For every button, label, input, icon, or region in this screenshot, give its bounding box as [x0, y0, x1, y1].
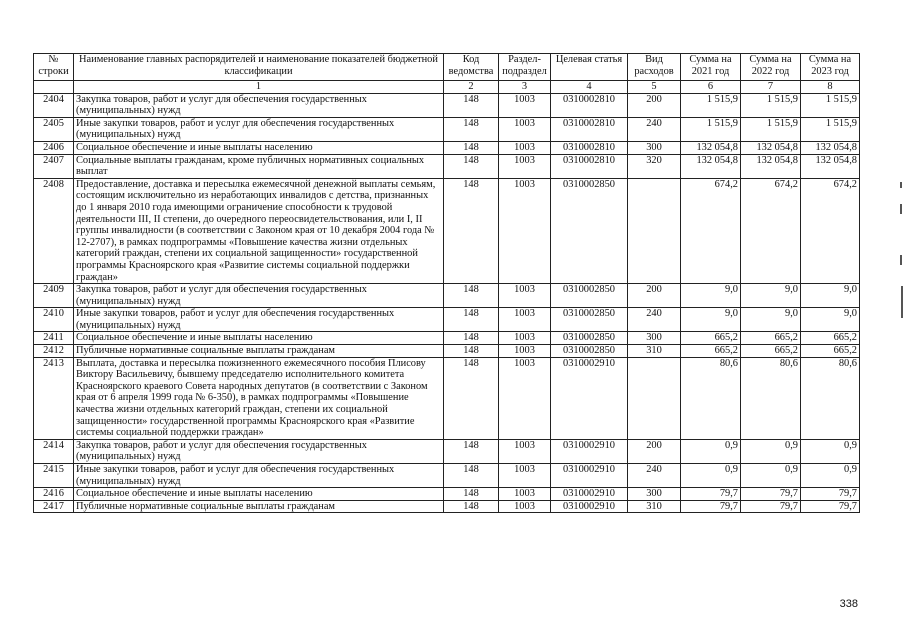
row-name: Иные закупки товаров, работ и услуг для обеспечения государственных (муниципальных) нужд	[74, 308, 444, 332]
column-number: 1	[74, 81, 444, 94]
row-sum-2022: 79,7	[741, 488, 801, 501]
row-name: Социальное обеспечение и иные выплаты населению	[74, 488, 444, 501]
row-target: 0310002910	[551, 357, 628, 439]
table-row	[34, 141, 860, 154]
row-target: 0310002910	[551, 439, 628, 463]
row-target: 0310002810	[551, 117, 628, 141]
row-vid: 310	[628, 345, 681, 358]
row-razdel: 1003	[499, 345, 551, 358]
row-sum-2021: 665,2	[681, 332, 741, 345]
row-sum-2022: 9,0	[741, 308, 801, 332]
row-vid: 300	[628, 332, 681, 345]
row-sum-2023: 0,9	[801, 439, 860, 463]
row-razdel: 1003	[499, 284, 551, 308]
header-row	[34, 54, 860, 81]
row-sum-2021: 0,9	[681, 464, 741, 488]
row-target: 0310002850	[551, 308, 628, 332]
row-vid: 200	[628, 284, 681, 308]
row-razdel: 1003	[499, 154, 551, 178]
row-razdel: 1003	[499, 439, 551, 463]
header-sum-2021: Сумма на 2021 год	[681, 54, 741, 81]
row-number: 2404	[34, 93, 74, 117]
row-sum-2022: 9,0	[741, 284, 801, 308]
row-ved: 148	[444, 284, 499, 308]
row-sum-2022: 1 515,9	[741, 117, 801, 141]
row-sum-2021: 665,2	[681, 345, 741, 358]
column-number: 8	[801, 81, 860, 94]
row-name: Иные закупки товаров, работ и услуг для обеспечения государственных (муниципальных) нужд	[74, 464, 444, 488]
row-sum-2022: 80,6	[741, 357, 801, 439]
row-razdel: 1003	[499, 464, 551, 488]
scan-mark	[900, 182, 902, 188]
row-sum-2023: 665,2	[801, 345, 860, 358]
row-sum-2021: 9,0	[681, 308, 741, 332]
row-ved: 148	[444, 500, 499, 513]
header-row-num: № строки	[34, 54, 74, 81]
row-razdel: 1003	[499, 178, 551, 283]
column-number: 3	[499, 81, 551, 94]
table-row	[34, 488, 860, 501]
table-row	[34, 332, 860, 345]
row-ved: 148	[444, 357, 499, 439]
row-razdel: 1003	[499, 357, 551, 439]
header-ved: Код ведомства	[444, 54, 499, 81]
row-target: 0310002850	[551, 284, 628, 308]
row-sum-2022: 1 515,9	[741, 93, 801, 117]
row-target: 0310002910	[551, 488, 628, 501]
table-row	[34, 284, 860, 308]
row-vid	[628, 357, 681, 439]
row-sum-2023: 665,2	[801, 332, 860, 345]
row-sum-2023: 9,0	[801, 308, 860, 332]
row-name: Предоставление, доставка и пересылка ежемесячной денежной выплаты семьям, состоящим исключительно из неработающих инвалидов с детства, признанных до 1 января 2010 года имеющими ограничение способности к трудовой деятельности III, II степени, до очередного переосвидетельствования, или I, II группы инвалидности (в соответствии с Законом края от 10 декабря 2004 года № 12-2707), в рамках подпрограммы «Повышение качества жизни отдельных категорий граждан, степени их социальной защищенности» государственной программы Красноярского края «Развитие системы социальной поддержки граждан»	[74, 178, 444, 283]
header-target: Целевая статья	[551, 54, 628, 81]
scan-mark	[901, 286, 903, 318]
row-target: 0310002850	[551, 332, 628, 345]
row-sum-2022: 79,7	[741, 500, 801, 513]
row-target: 0310002810	[551, 141, 628, 154]
page-number: 338	[839, 598, 858, 610]
row-vid: 310	[628, 500, 681, 513]
header-razdel: Раздел-подраздел	[499, 54, 551, 81]
row-razdel: 1003	[499, 141, 551, 154]
row-vid: 200	[628, 93, 681, 117]
row-sum-2021: 132 054,8	[681, 154, 741, 178]
row-target: 0310002910	[551, 464, 628, 488]
row-sum-2022: 674,2	[741, 178, 801, 283]
row-vid	[628, 178, 681, 283]
row-number: 2413	[34, 357, 74, 439]
row-sum-2021: 80,6	[681, 357, 741, 439]
header-sum-2022: Сумма на 2022 год	[741, 54, 801, 81]
row-ved: 148	[444, 464, 499, 488]
row-sum-2021: 674,2	[681, 178, 741, 283]
row-sum-2023: 80,6	[801, 357, 860, 439]
row-vid: 300	[628, 488, 681, 501]
table-row	[34, 345, 860, 358]
column-number: 7	[741, 81, 801, 94]
row-number: 2411	[34, 332, 74, 345]
row-number: 2412	[34, 345, 74, 358]
row-target: 0310002810	[551, 93, 628, 117]
row-ved: 148	[444, 439, 499, 463]
row-razdel: 1003	[499, 117, 551, 141]
row-name: Закупка товаров, работ и услуг для обеспечения государственных (муниципальных) нужд	[74, 284, 444, 308]
row-vid: 320	[628, 154, 681, 178]
row-sum-2022: 0,9	[741, 464, 801, 488]
row-name: Закупка товаров, работ и услуг для обеспечения государственных (муниципальных) нужд	[74, 439, 444, 463]
table-row	[34, 464, 860, 488]
row-number: 2415	[34, 464, 74, 488]
row-sum-2023: 0,9	[801, 464, 860, 488]
row-sum-2023: 9,0	[801, 284, 860, 308]
row-ved: 148	[444, 308, 499, 332]
row-sum-2023: 1 515,9	[801, 117, 860, 141]
row-number: 2409	[34, 284, 74, 308]
row-vid: 240	[628, 464, 681, 488]
header-vid: Вид расходов	[628, 54, 681, 81]
row-ved: 148	[444, 93, 499, 117]
row-name: Социальное обеспечение и иные выплаты населению	[74, 332, 444, 345]
row-vid: 240	[628, 117, 681, 141]
row-razdel: 1003	[499, 500, 551, 513]
row-vid: 240	[628, 308, 681, 332]
scan-mark	[900, 204, 902, 214]
row-sum-2021: 0,9	[681, 439, 741, 463]
table-row	[34, 117, 860, 141]
row-name: Иные закупки товаров, работ и услуг для обеспечения государственных (муниципальных) нужд	[74, 117, 444, 141]
column-number: 5	[628, 81, 681, 94]
row-sum-2021: 1 515,9	[681, 117, 741, 141]
row-number: 2410	[34, 308, 74, 332]
row-sum-2023: 1 515,9	[801, 93, 860, 117]
row-target: 0310002850	[551, 345, 628, 358]
row-sum-2021: 79,7	[681, 488, 741, 501]
row-sum-2023: 132 054,8	[801, 141, 860, 154]
table-row	[34, 308, 860, 332]
row-number: 2405	[34, 117, 74, 141]
table-row	[34, 154, 860, 178]
row-sum-2022: 665,2	[741, 332, 801, 345]
table-row	[34, 500, 860, 513]
header-name: Наименование главных распорядителей и наименование показателей бюджетной классификации	[74, 54, 444, 81]
row-ved: 148	[444, 178, 499, 283]
row-razdel: 1003	[499, 308, 551, 332]
row-ved: 148	[444, 141, 499, 154]
column-number	[34, 81, 74, 94]
row-name: Закупка товаров, работ и услуг для обеспечения государственных (муниципальных) нужд	[74, 93, 444, 117]
row-number: 2416	[34, 488, 74, 501]
row-vid: 200	[628, 439, 681, 463]
row-sum-2023: 79,7	[801, 488, 860, 501]
row-sum-2021: 9,0	[681, 284, 741, 308]
row-ved: 148	[444, 345, 499, 358]
row-sum-2021: 79,7	[681, 500, 741, 513]
row-sum-2021: 1 515,9	[681, 93, 741, 117]
row-sum-2023: 674,2	[801, 178, 860, 283]
row-sum-2022: 665,2	[741, 345, 801, 358]
header-sum-2023: Сумма на 2023 год	[801, 54, 860, 81]
budget-table	[33, 53, 860, 513]
row-sum-2023: 79,7	[801, 500, 860, 513]
row-name: Публичные нормативные социальные выплаты гражданам	[74, 500, 444, 513]
row-vid: 300	[628, 141, 681, 154]
table-row	[34, 93, 860, 117]
row-number: 2414	[34, 439, 74, 463]
row-target: 0310002810	[551, 154, 628, 178]
row-razdel: 1003	[499, 332, 551, 345]
table-row	[34, 439, 860, 463]
row-razdel: 1003	[499, 93, 551, 117]
column-number: 4	[551, 81, 628, 94]
row-sum-2023: 132 054,8	[801, 154, 860, 178]
row-razdel: 1003	[499, 488, 551, 501]
row-name: Публичные нормативные социальные выплаты гражданам	[74, 345, 444, 358]
row-target: 0310002850	[551, 178, 628, 283]
row-ved: 148	[444, 117, 499, 141]
row-ved: 148	[444, 154, 499, 178]
table-row	[34, 178, 860, 283]
row-name: Выплата, доставка и пересылка пожизненного ежемесячного пособия Плисову Виктору Васильевичу, бывшему председателю исполнительного комитета Красноярского краевого Совета народных депутатов (в соответствии с Законом края от 6 апреля 1999 года № 6-350), в рамках подпрограммы «Повышение качества жизни отдельных категорий граждан, степени их социальной защищенности» государственной программы Красноярского края «Развитие системы социальной поддержки граждан»	[74, 357, 444, 439]
row-target: 0310002910	[551, 500, 628, 513]
row-name: Социальные выплаты гражданам, кроме публичных нормативных социальных выплат	[74, 154, 444, 178]
row-number: 2406	[34, 141, 74, 154]
row-number: 2417	[34, 500, 74, 513]
row-number: 2407	[34, 154, 74, 178]
column-number-row	[34, 81, 860, 94]
column-number: 6	[681, 81, 741, 94]
row-sum-2022: 0,9	[741, 439, 801, 463]
row-sum-2022: 132 054,8	[741, 154, 801, 178]
column-number: 2	[444, 81, 499, 94]
row-sum-2021: 132 054,8	[681, 141, 741, 154]
table-row	[34, 357, 860, 439]
row-number: 2408	[34, 178, 74, 283]
row-sum-2022: 132 054,8	[741, 141, 801, 154]
row-ved: 148	[444, 332, 499, 345]
scan-mark	[900, 255, 902, 265]
row-name: Социальное обеспечение и иные выплаты населению	[74, 141, 444, 154]
row-ved: 148	[444, 488, 499, 501]
